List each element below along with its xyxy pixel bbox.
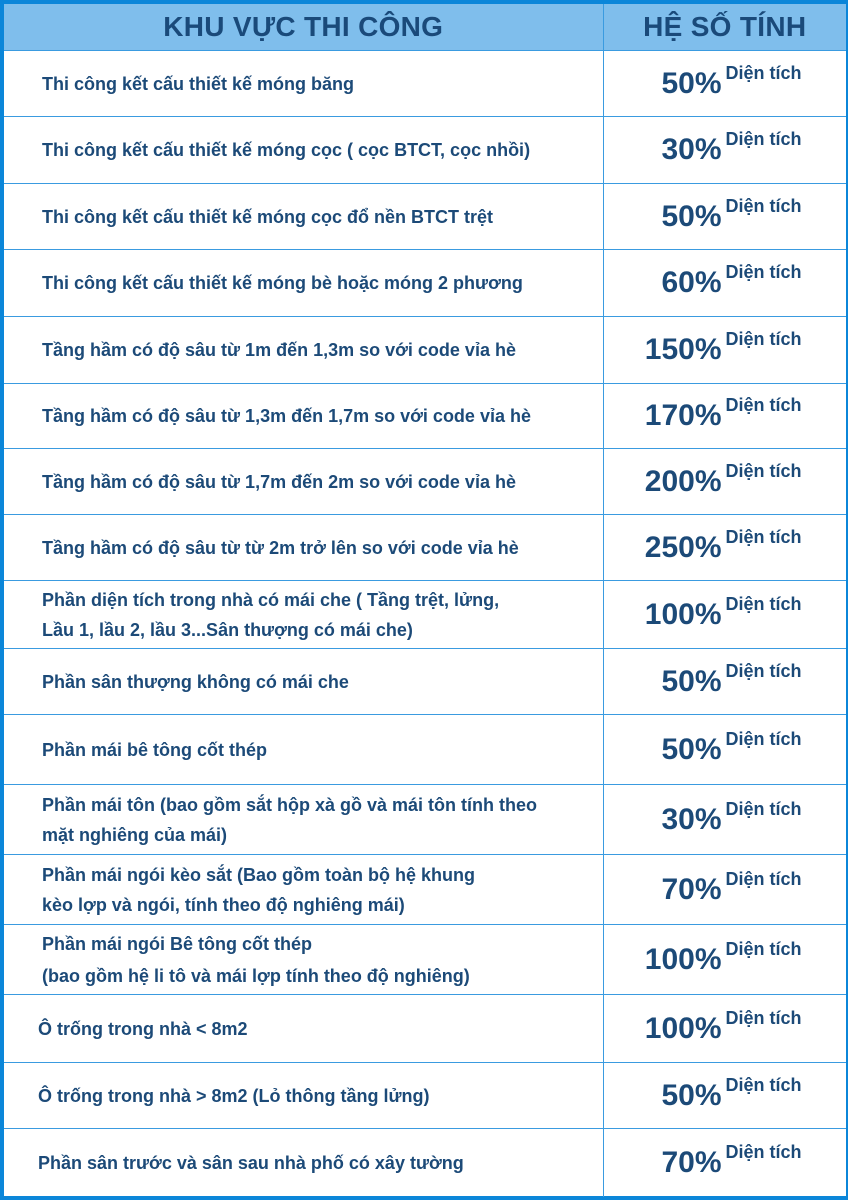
- area-cell: Thi công kết cấu thiết kế móng cọc đổ nền BTCT trệt: [4, 184, 603, 250]
- unit-label: Diện tích: [725, 526, 802, 547]
- area-cell: Phần mái bê tông cốt thép: [4, 715, 603, 785]
- area-cell: [4, 581, 603, 649]
- unit-label: Diện tích: [725, 1007, 802, 1028]
- area-cell: [4, 925, 603, 995]
- percent-value: 50%: [661, 664, 722, 698]
- coefficient-cell: [603, 250, 846, 317]
- coefficient-cell: [603, 581, 846, 649]
- table-row: [4, 317, 846, 384]
- area-line: (bao gồm hệ li tô và mái lợp tính theo độ nghiêng): [42, 965, 470, 986]
- percent-value: 70%: [661, 872, 722, 906]
- percent-value: 60%: [661, 266, 722, 299]
- unit-label: Diện tích: [725, 195, 802, 216]
- area-cell: Thi công kết cấu thiết kế móng băng: [4, 51, 603, 117]
- area-cell: Thi công kết cấu thiết kế móng bè hoặc móng 2 phương: [4, 250, 603, 317]
- percent-value: 170%: [644, 399, 722, 432]
- coefficient-cell: [603, 51, 846, 117]
- coefficient-cell: [603, 117, 846, 184]
- percent-value: 100%: [644, 942, 722, 976]
- percent-value: 70%: [661, 1145, 722, 1179]
- area-cell: Tầng hầm có độ sâu từ từ 2m trở lên so với code vỉa hè: [4, 515, 603, 581]
- construction-coefficient-table: [4, 4, 846, 1197]
- unit-label: Diện tích: [725, 1074, 802, 1095]
- percent-value: 50%: [661, 1078, 722, 1112]
- percent-value: 30%: [661, 133, 722, 166]
- coefficient-cell: [603, 515, 846, 581]
- table-row: [4, 250, 846, 317]
- table-row: [4, 51, 846, 117]
- area-line: Phần mái ngói kèo sắt (Bao gồm toàn bộ hệ khung: [42, 864, 476, 885]
- area-cell: Ô trống trong nhà < 8m2: [4, 995, 603, 1063]
- percent-value: 30%: [661, 802, 722, 836]
- area-cell: Tầng hầm có độ sâu từ 1,7m đến 2m so với code vỉa hè: [4, 449, 603, 515]
- percent-value: 150%: [644, 333, 722, 366]
- coefficient-cell: [603, 384, 846, 449]
- percent-value: 250%: [644, 530, 722, 564]
- coefficient-cell: [603, 1129, 846, 1197]
- table-row: [4, 1063, 846, 1129]
- unit-label: Diện tích: [725, 460, 802, 481]
- table-row: [4, 785, 846, 855]
- table-row: [4, 384, 846, 449]
- table-row: [4, 449, 846, 515]
- table-row: [4, 649, 846, 715]
- unit-label: Diện tích: [725, 798, 802, 819]
- table-row: [4, 855, 846, 925]
- area-cell: Tầng hầm có độ sâu từ 1,3m đến 1,7m so với code vỉa hè: [4, 384, 603, 449]
- area-cell: Phần sân thượng không có mái che: [4, 649, 603, 715]
- table-row: [4, 515, 846, 581]
- table-row: [4, 925, 846, 995]
- coefficient-cell: [603, 925, 846, 995]
- coefficient-cell: [603, 1063, 846, 1129]
- area-line: mặt nghiêng của mái): [42, 824, 228, 845]
- coefficient-cell: [603, 449, 846, 515]
- unit-label: Diện tích: [725, 728, 802, 749]
- unit-label: Diện tích: [725, 329, 802, 349]
- area-cell: Phần sân trước và sân sau nhà phố có xây tường: [4, 1129, 603, 1197]
- table-row: [4, 1129, 846, 1197]
- unit-label: Diện tích: [725, 129, 802, 149]
- unit-label: Diện tích: [725, 660, 802, 681]
- table-row: [4, 184, 846, 250]
- area-line: Lầu 1, lầu 2, lầu 3...Sân thượng có mái che): [42, 619, 413, 640]
- unit-label: Diện tích: [725, 1141, 802, 1162]
- coefficient-cell: [603, 855, 846, 925]
- percent-value: 50%: [661, 199, 722, 233]
- area-cell: Thi công kết cấu thiết kế móng cọc ( cọc BTCT, cọc nhồi): [4, 117, 603, 184]
- percent-value: 50%: [661, 732, 722, 766]
- unit-label: Diện tích: [725, 868, 802, 889]
- unit-label: Diện tích: [725, 593, 802, 614]
- percent-value: 50%: [661, 66, 722, 100]
- table-row: [4, 117, 846, 184]
- area-cell: Tầng hầm có độ sâu từ 1m đến 1,3m so với code vỉa hè: [4, 317, 603, 384]
- header-area: KHU VỰC THI CÔNG: [4, 4, 603, 51]
- unit-label: Diện tích: [725, 395, 802, 415]
- header-coefficient: HỆ SỐ TÍNH: [603, 4, 846, 51]
- table-header-row: [4, 4, 846, 51]
- percent-value: 100%: [644, 1011, 722, 1045]
- area-cell: Ô trống trong nhà > 8m2 (Lỏ thông tầng lửng): [4, 1063, 603, 1129]
- coefficient-cell: [603, 184, 846, 250]
- area-line: Phần mái ngói Bê tông cốt thép: [42, 933, 312, 954]
- percent-value: 100%: [644, 597, 722, 631]
- coefficient-cell: [603, 649, 846, 715]
- area-line: Phần mái tôn (bao gồm sắt hộp xà gồ và mái tôn tính theo: [42, 794, 538, 815]
- coefficient-cell: [603, 995, 846, 1063]
- coefficient-cell: [603, 715, 846, 785]
- unit-label: Diện tích: [725, 262, 802, 282]
- percent-value: 200%: [644, 464, 722, 498]
- area-line: kèo lợp và ngói, tính theo độ nghiêng mái): [42, 894, 405, 915]
- coefficient-cell: [603, 785, 846, 855]
- unit-label: Diện tích: [725, 938, 802, 959]
- area-cell: [4, 855, 603, 925]
- table-row: [4, 581, 846, 649]
- area-line: Phần diện tích trong nhà có mái che ( Tầng trệt, lửng,: [42, 589, 500, 610]
- table-row: [4, 715, 846, 785]
- table-row: [4, 995, 846, 1063]
- area-cell: [4, 785, 603, 855]
- coefficient-cell: [603, 317, 846, 384]
- unit-label: Diện tích: [725, 62, 802, 83]
